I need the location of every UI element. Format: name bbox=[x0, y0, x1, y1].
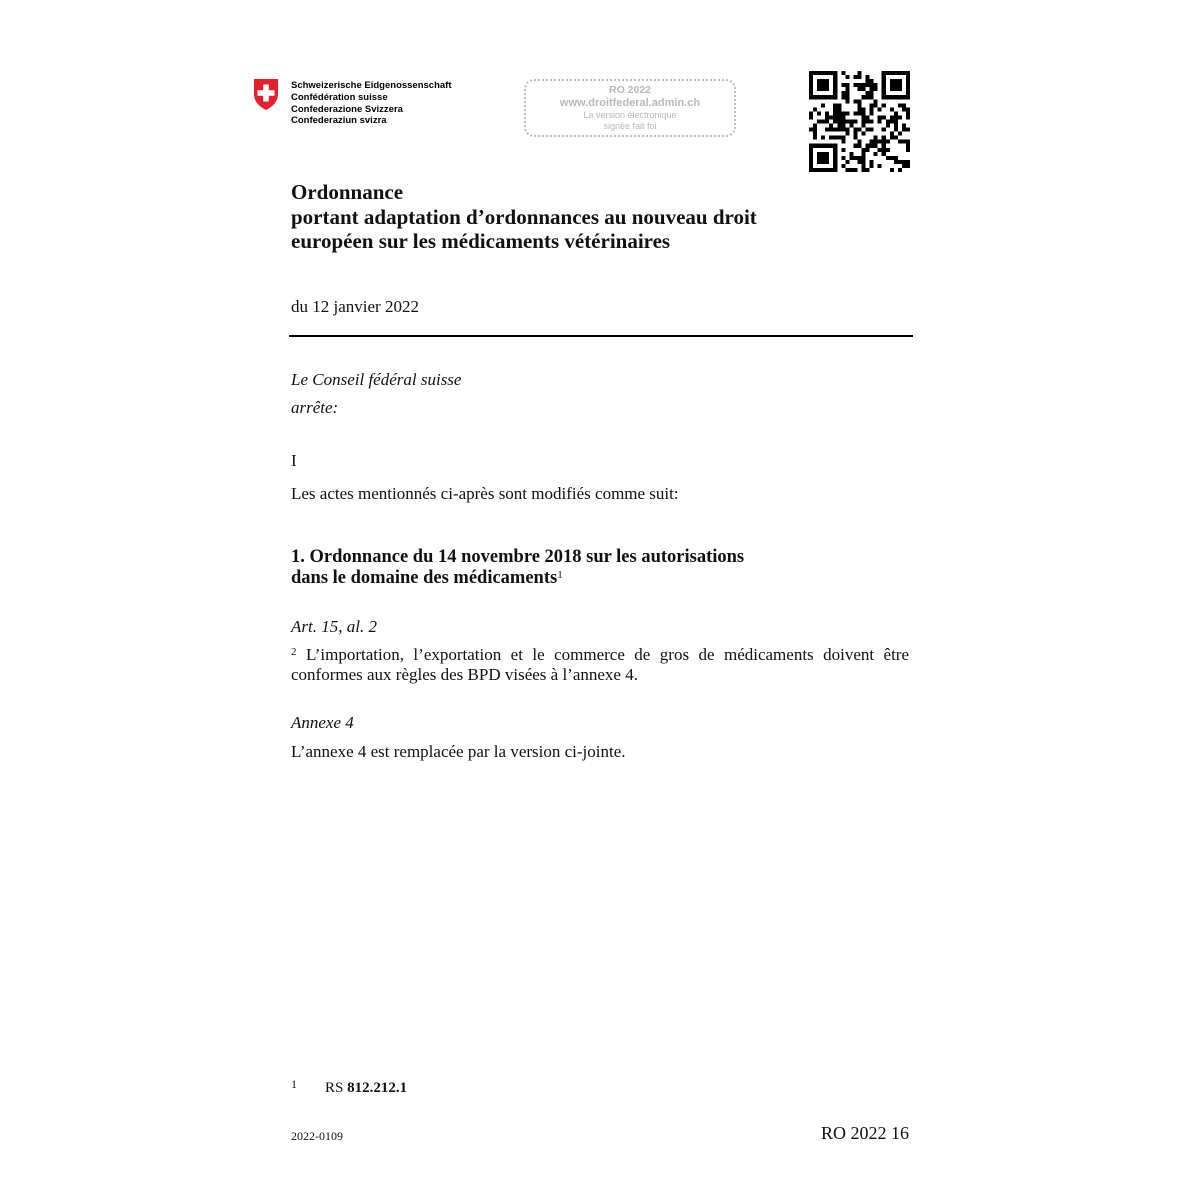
ordinance-date: du 12 janvier 2022 bbox=[291, 297, 419, 316]
annex-text: L’annexe 4 est remplacée par la version ci-jointe. bbox=[291, 742, 626, 761]
qr-code-icon bbox=[809, 71, 910, 172]
act-heading-line-2: dans le domaine des médicaments bbox=[291, 567, 558, 588]
electronic-signature-stamp bbox=[524, 79, 736, 137]
confederation-name-it: Confederazione Svizzera bbox=[291, 103, 403, 115]
confederation-names bbox=[291, 80, 452, 127]
title-line-3: européen sur les médicaments vétérinaires bbox=[291, 229, 671, 253]
stamp-note-1: La version électronique bbox=[583, 110, 677, 120]
preamble-authority: Le Conseil fédéral suisse bbox=[291, 370, 462, 389]
footnote-reference: 812.212.1 bbox=[347, 1080, 408, 1096]
act-heading-line-1: 1. Ordonnance du 14 novembre 2018 sur les autorisations bbox=[291, 547, 745, 567]
section-intro: Les actes mentionnés ci-après sont modifiés comme suit: bbox=[291, 484, 679, 503]
stamp-collection: RO 2022 bbox=[608, 84, 652, 96]
title-divider bbox=[289, 335, 913, 337]
confederation-name-de: Schweizerische Eidgenossenschaft bbox=[291, 80, 452, 91]
footnote-text bbox=[325, 1078, 407, 1098]
preamble-decree: arrête: bbox=[291, 398, 339, 417]
article-reference: Art. 15, al. 2 bbox=[291, 617, 377, 636]
confederation-name-rm: Confederaziun svizra bbox=[291, 115, 387, 127]
swiss-cross-shield-icon bbox=[251, 77, 281, 111]
section-number: I bbox=[291, 451, 297, 470]
paragraph-number: 2 bbox=[291, 646, 297, 658]
document-number: 2022-0109 bbox=[291, 1129, 343, 1143]
title-line-1: Ordonnance bbox=[291, 180, 404, 204]
title-line-2: portant adaptation d’ordonnances au nouveau droit bbox=[291, 204, 757, 229]
stamp-note-2: signée fait foi bbox=[603, 121, 657, 131]
confederation-name-fr: Confédération suisse bbox=[291, 91, 388, 103]
article-paragraph bbox=[291, 645, 909, 685]
footnote-prefix: RS bbox=[325, 1080, 344, 1096]
ro-reference: RO 2022 16 bbox=[820, 1123, 909, 1143]
stamp-website-link[interactable]: www.droitfederal.admin.ch bbox=[559, 97, 701, 109]
ordinance-title bbox=[291, 180, 757, 254]
annex-reference: Annexe 4 bbox=[291, 713, 354, 732]
paragraph-text: L’importation, l’exportation et le commerce de gros de médicaments doivent être conformes aux règles des BPD visées à l’annexe 4. bbox=[291, 645, 909, 684]
footnote-number: 1 bbox=[291, 1077, 297, 1091]
preamble bbox=[291, 366, 461, 422]
act-heading bbox=[291, 547, 744, 588]
footnote-mark-link[interactable]: 1 bbox=[557, 568, 563, 581]
